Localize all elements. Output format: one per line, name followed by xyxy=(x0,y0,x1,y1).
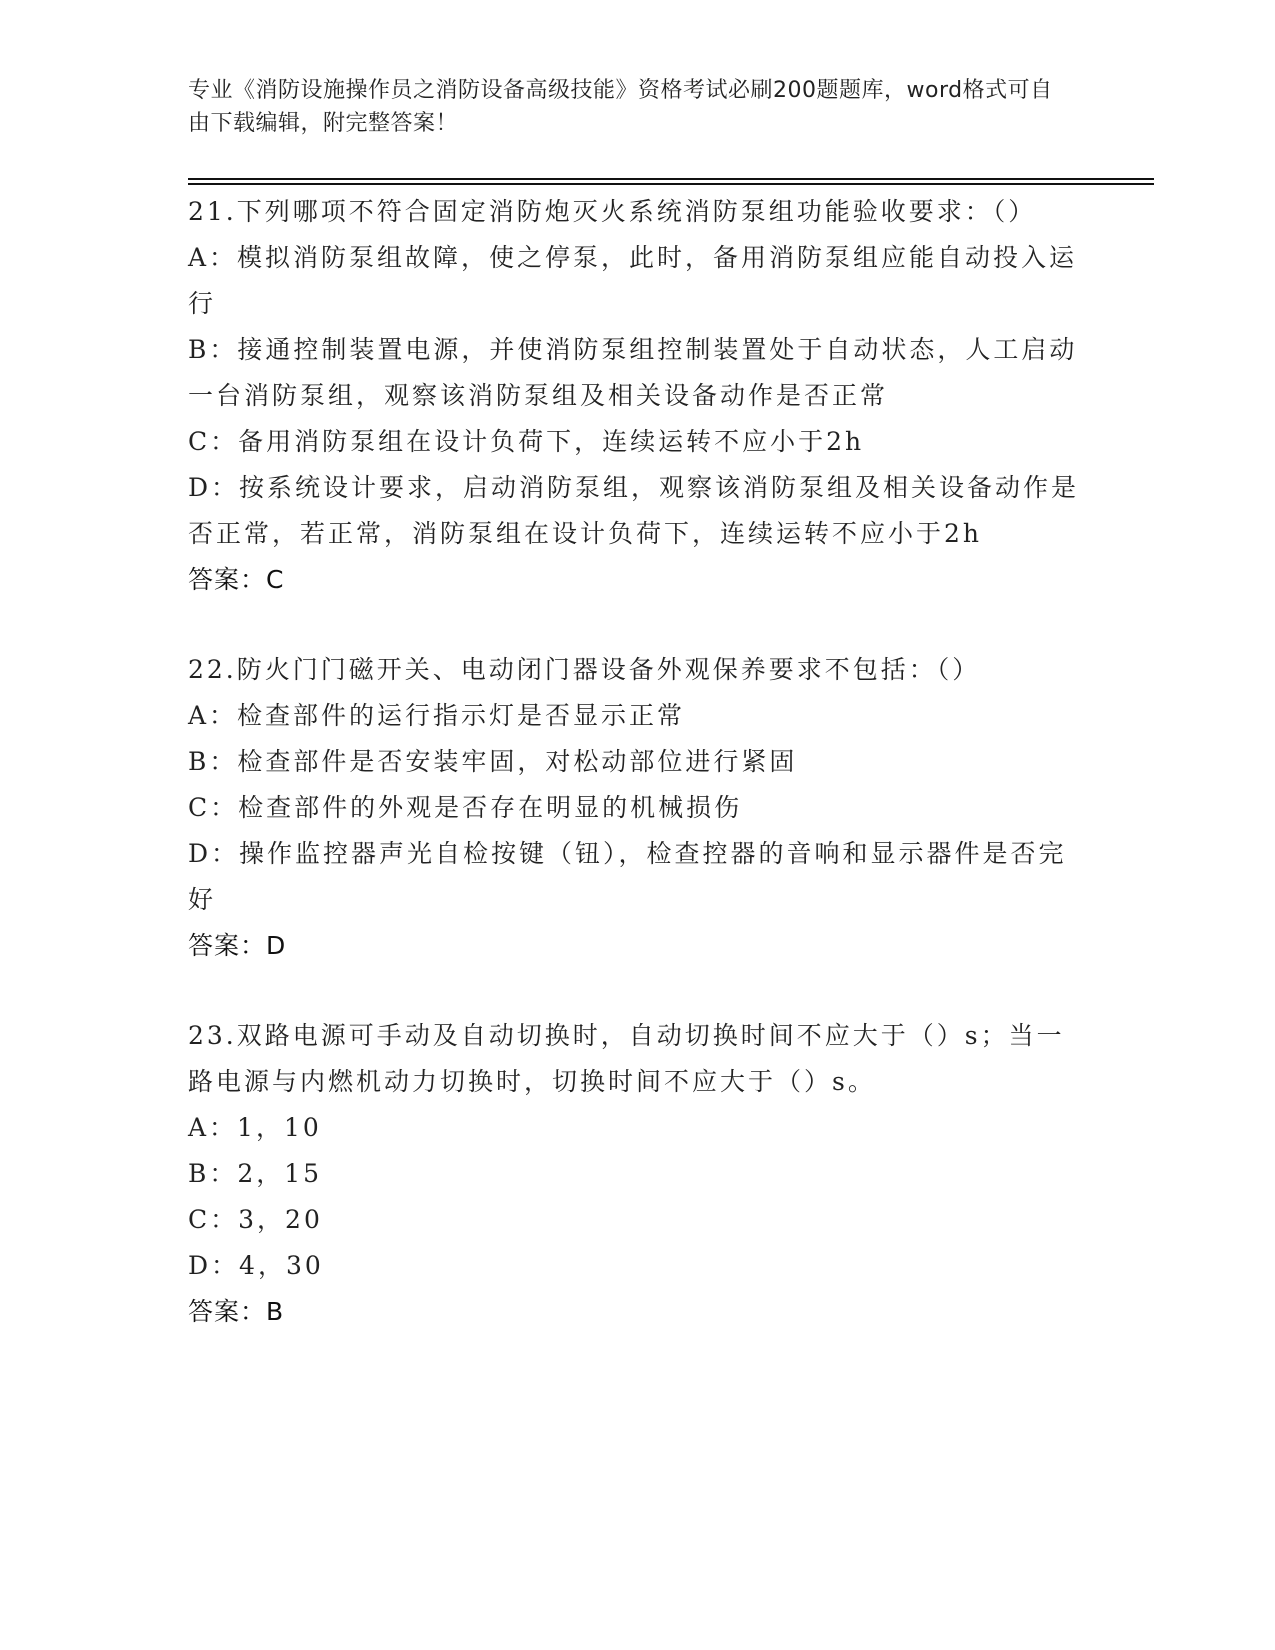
question-stem: 22.防火门门磁开关、电动闭门器设备外观保养要求不包括：（） xyxy=(188,655,981,684)
option-b: B：接通控制装置电源，并使消防泵组控制装置处于自动状态，人工启动一台消防泵组，观察该消防泵组及相关设备动作是否正常 xyxy=(188,335,1078,410)
option-c: C：检查部件的外观是否存在明显的机械损伤 xyxy=(188,793,743,822)
question-list xyxy=(188,189,1088,1379)
header-divider-bottom xyxy=(188,183,1154,185)
question-stem: 23.双路电源可手动及自动切换时，自动切换时间不应大于（）s；当一路电源与内燃机动力切换时，切换时间不应大于（）s。 xyxy=(188,1021,1065,1096)
option-d: D：操作监控器声光自检按键（钮），检查控器的音响和显示器件是否完好 xyxy=(188,839,1067,914)
question-22 xyxy=(188,647,1088,969)
question-23 xyxy=(188,1013,1088,1335)
document-header: 专业《消防设施操作员之消防设备高级技能》资格考试必刷200题题库，word格式可自由下载编辑，附完整答案！ xyxy=(188,78,1053,136)
option-b: B：2，15 xyxy=(188,1159,323,1188)
answer-line: 答案：C xyxy=(188,565,285,594)
option-a: A：检查部件的运行指示灯是否显示正常 xyxy=(188,701,686,730)
question-21 xyxy=(188,189,1088,603)
header-divider-top xyxy=(188,178,1154,180)
option-b: B：检查部件是否安装牢固，对松动部位进行紧固 xyxy=(188,747,798,776)
question-stem: 21.下列哪项不符合固定消防炮灭火系统消防泵组功能验收要求：（） xyxy=(188,197,1037,226)
option-a: A：1，10 xyxy=(188,1113,322,1142)
answer-line: 答案：B xyxy=(188,1297,285,1326)
option-d: D：按系统设计要求，启动消防泵组，观察该消防泵组及相关设备动作是否正常，若正常，消防泵组在设计负荷下，连续运转不应小于2h xyxy=(188,473,1080,548)
option-c: C：3，20 xyxy=(188,1205,323,1234)
option-d: D：4，30 xyxy=(188,1251,324,1280)
option-c: C：备用消防泵组在设计负荷下，连续运转不应小于2h xyxy=(188,427,865,456)
option-a: A：模拟消防泵组故障，使之停泵，此时，备用消防泵组应能自动投入运行 xyxy=(188,243,1078,318)
answer-line: 答案：D xyxy=(188,931,287,960)
